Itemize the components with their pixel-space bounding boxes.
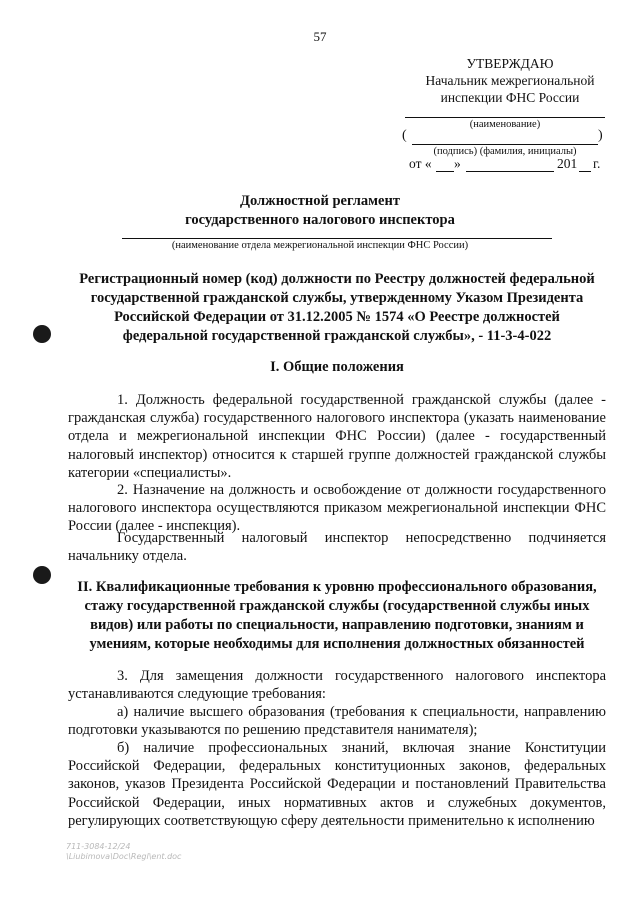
section1-paragraph1: 1. Должность федеральной государственной гражданской службы (далее - гражданская служба) государственного налогового инспектора (указать наименование отдела и межрегиональной инспекции ФНС России) (далее - государственный налоговый инспектор) относится к старшей группе должностей гражданской службы категории «специалисты». — [68, 392, 606, 481]
section1-heading: I. Общие положения — [270, 359, 404, 375]
section2-paragraph3: 3. Для замещения должности государственного налогового инспектора устанавливаются следующие требования: — [68, 668, 606, 703]
approve-word: УТВЕРЖДАЮ — [466, 56, 554, 71]
date-quote-close: » — [454, 156, 461, 171]
section2-heading-line3: видов) или работы по специальности, направлению подготовки, знаниям и — [90, 617, 584, 633]
page-number: 57 — [313, 29, 327, 44]
document-title: Должностной регламент — [240, 193, 400, 209]
department-underline — [122, 238, 552, 239]
date-year: 201 — [557, 156, 578, 171]
section2-heading-line4: умениям, которые необходимы для исполнения должностных обязанностей — [89, 636, 585, 652]
binder-hole-top — [33, 325, 51, 343]
footer-stamp-line1: 711-3084-12/24 — [66, 842, 131, 851]
approver-position-line1: Начальник межрегиональной — [425, 73, 595, 88]
signature-underline — [412, 144, 598, 145]
footer-stamp — [66, 842, 181, 862]
registration-line2: государственной гражданской службы, утвержденному Указом Президента — [90, 290, 584, 306]
name-underline — [405, 117, 605, 118]
date-year-suffix: г. — [593, 156, 601, 171]
signature-paren-close: ) — [598, 128, 603, 143]
registration-line1: Регистрационный номер (код) должности по Реестру должностей федеральной — [79, 271, 595, 287]
binder-hole-bottom — [33, 566, 51, 584]
section2-item-b: б) наличие профессиональных знаний, включая знание Конституции Российской Федерации, федеральных конституционных законов, федеральных законов, указов Президента Российской Федерации и постановлений Правительства Российской Федерации, иных нормативных актов и служебных документов, регулирующих соответствующую сферу деятельности применительно к исполнению — [68, 740, 606, 829]
date-day-blank — [436, 171, 454, 172]
section1-paragraph3: Государственный налоговый инспектор непосредственно подчиняется начальнику отдела. — [68, 530, 606, 565]
signature-paren-open: ( — [402, 128, 407, 143]
date-month-blank — [466, 171, 554, 172]
footer-stamp-line2: \Liubimova\Doc\Regl\ent.doc — [66, 852, 182, 861]
registration-line3: Российской Федерации от 31.12.2005 № 1574 «О Реестре должностей — [114, 309, 560, 325]
signature-caption: (подпись) (фамилия, инициалы) — [433, 146, 577, 157]
department-caption: (наименование отдела межрегиональной инспекции ФНС России) — [171, 240, 469, 251]
date-year-blank — [579, 171, 591, 172]
section2-heading-line2: стажу государственной гражданской службы (государственной службы иных — [84, 598, 590, 614]
document-subtitle: государственного налогового инспектора — [185, 212, 455, 228]
section2-heading-line1: II. Квалификационные требования к уровню профессионального образования, — [77, 579, 597, 595]
registration-line4: федеральной государственной гражданской службы», - 11-3-4-022 — [122, 328, 552, 344]
section2-item-a: а) наличие высшего образования (требования к специальности, направлению подготовки указываются по решению представителя нанимателя); — [68, 704, 606, 739]
name-caption: (наименование) — [469, 119, 541, 130]
date-from: от « — [409, 156, 432, 171]
section1-paragraph2: 2. Назначение на должность и освобождение от должности государственного налогового инспектора осуществляются приказом межрегиональной инспекции ФНС России (далее - инспекция). — [68, 482, 606, 535]
approver-position-line2: инспекции ФНС России — [440, 90, 580, 105]
